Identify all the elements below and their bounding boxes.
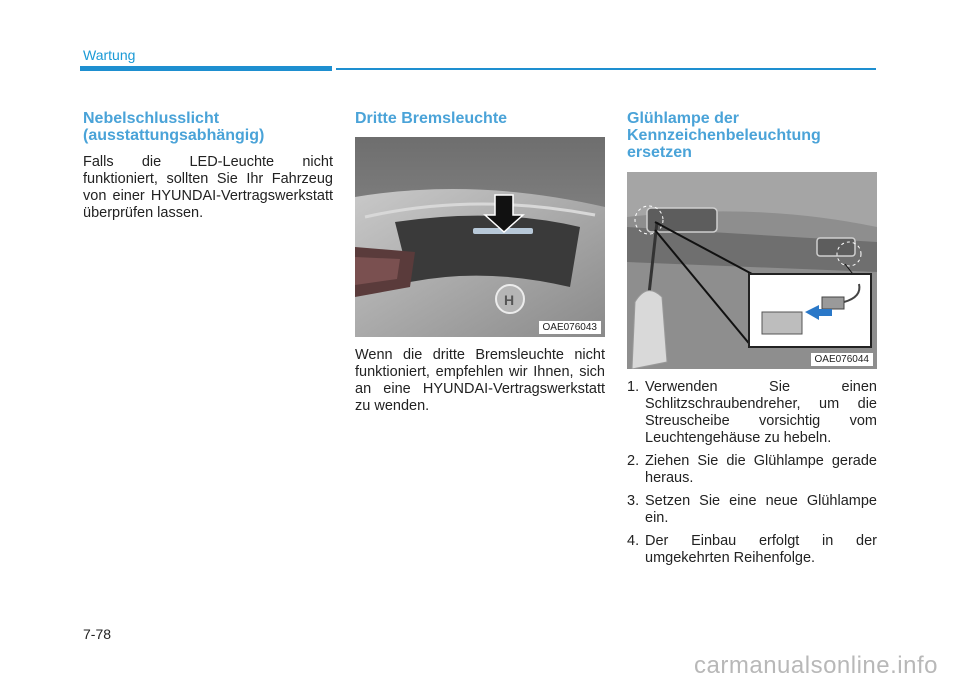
heading-fog-light: Nebelschlusslicht (ausstattungsabhängig) [83, 110, 265, 144]
car-rear-illustration [355, 137, 605, 337]
step-number: 2. [627, 453, 640, 469]
step-item [627, 453, 877, 487]
body-third-brake-light: Wenn die dritte Bremsleuchte nicht funktioniert, empfehlen wir Ihnen, sich an eine HYUNDAI-Vertragswerkstatt zu wenden. [355, 347, 605, 414]
body-fog-light: Falls die LED-Leuchte nicht funktioniert, sollten Sie Ihr Fahrzeug von einer HYUNDAI-Vertragswerkstatt überprüfen lassen. [83, 154, 333, 221]
header-rule-accent [80, 66, 332, 71]
step-item [627, 493, 877, 527]
column-third-brake-light [355, 110, 605, 415]
license-lamp-illustration [627, 172, 877, 369]
figure-code: OAE076043 [539, 321, 602, 334]
steps-list [627, 379, 877, 567]
section-label: Wartung [83, 47, 136, 63]
step-item [627, 379, 877, 447]
header-rule [336, 68, 876, 70]
heading-third-brake-light: Dritte Bremsleuchte [355, 110, 508, 127]
figure-license-plate-bulb [627, 172, 877, 369]
step-text: Setzen Sie eine neue Glühlampe ein. [645, 493, 877, 526]
figure-third-brake-light [355, 137, 605, 337]
step-number: 4. [627, 533, 640, 549]
step-text: Der Einbau erfolgt in der umgekehrten Reihenfolge. [645, 533, 877, 566]
watermark: carmanualsonline.info [694, 652, 938, 679]
step-item [627, 533, 877, 567]
column-license-plate-bulb [627, 110, 877, 573]
heading-license-plate-bulb: Glühlampe der Kennzeichenbeleuchtung ersetzen [627, 110, 821, 161]
step-text: Ziehen Sie die Glühlampe gerade heraus. [645, 453, 877, 486]
figure-code: OAE076044 [811, 353, 874, 366]
svg-text:H: H [504, 292, 515, 308]
column-fog-light [83, 110, 333, 222]
step-text: Verwenden Sie einen Schlitzschraubendreher, um die Streuscheibe vorsichtig vom Leuchtengehäuse zu hebeln. [645, 379, 877, 446]
step-number: 3. [627, 493, 640, 509]
page-number: 7-78 [83, 626, 112, 642]
step-number: 1. [627, 379, 640, 395]
